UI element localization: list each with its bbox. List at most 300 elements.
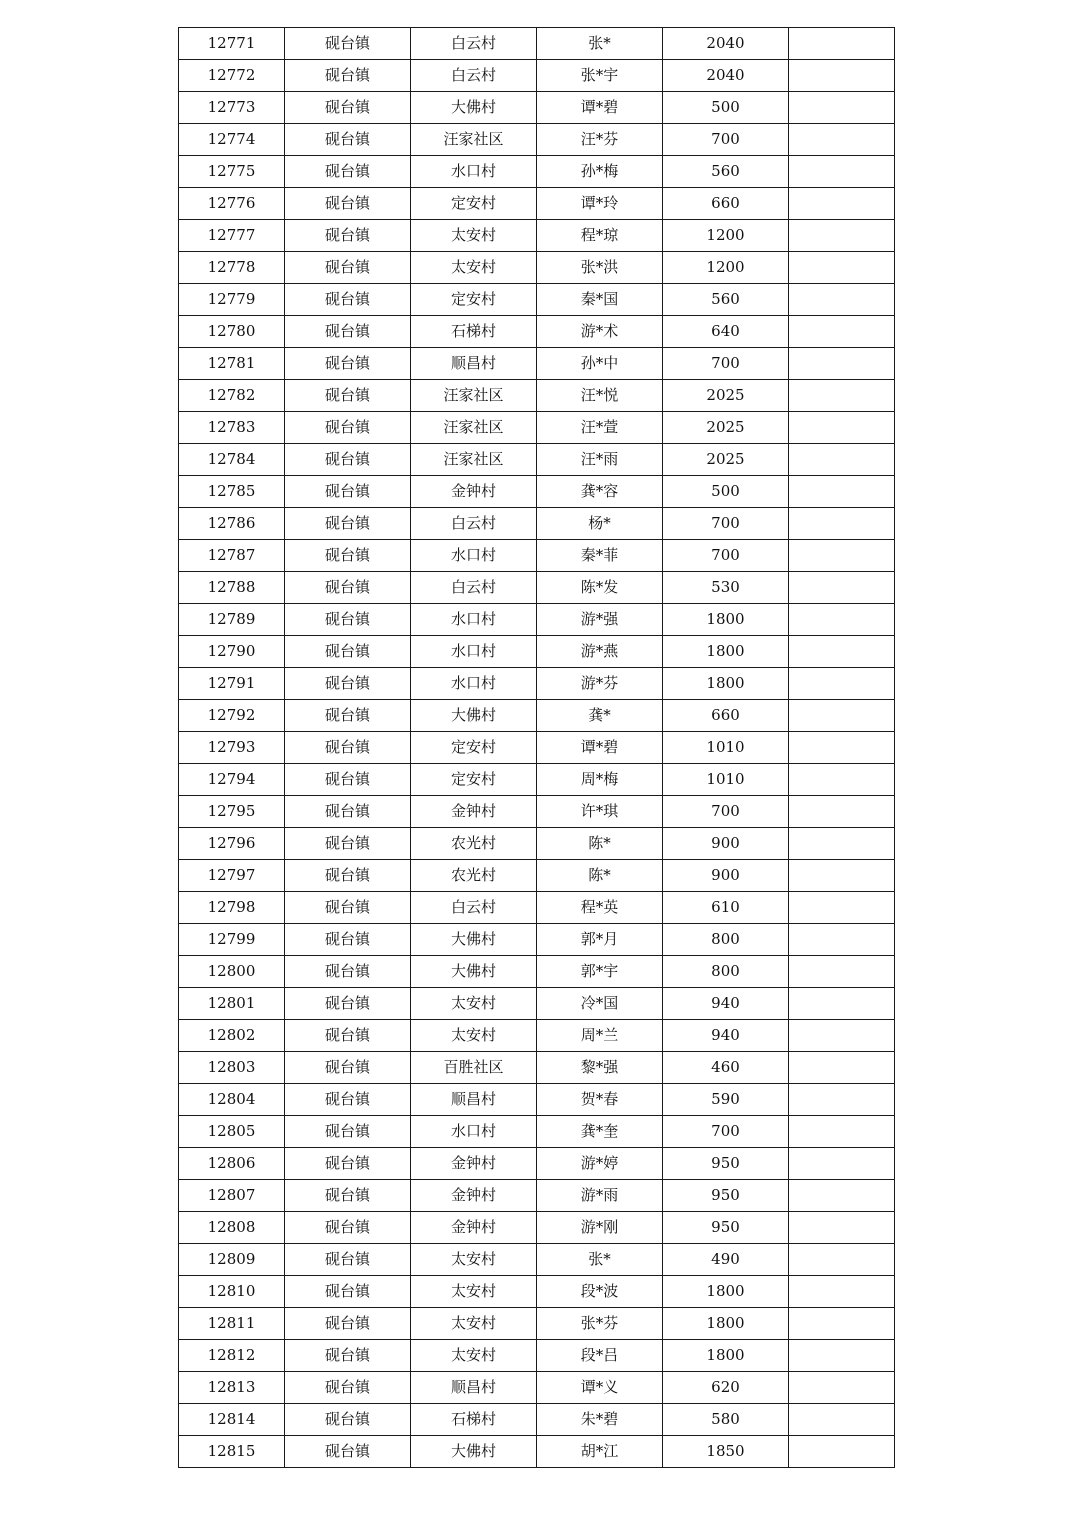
village-cell: 金钟村 — [411, 1180, 537, 1212]
serial-number-cell: 12776 — [179, 188, 285, 220]
remark-cell — [789, 636, 895, 668]
town-cell: 砚台镇 — [285, 60, 411, 92]
town-cell: 砚台镇 — [285, 604, 411, 636]
town-cell: 砚台镇 — [285, 636, 411, 668]
village-cell: 金钟村 — [411, 1148, 537, 1180]
serial-number-cell: 12791 — [179, 668, 285, 700]
village-cell: 汪家社区 — [411, 380, 537, 412]
town-cell: 砚台镇 — [285, 1244, 411, 1276]
table-row — [179, 380, 895, 412]
remark-cell — [789, 1180, 895, 1212]
village-cell: 石梯村 — [411, 1404, 537, 1436]
village-cell: 白云村 — [411, 60, 537, 92]
remark-cell — [789, 1276, 895, 1308]
name-cell: 游*雨 — [537, 1180, 663, 1212]
village-cell: 水口村 — [411, 636, 537, 668]
town-cell: 砚台镇 — [285, 924, 411, 956]
name-cell: 张* — [537, 1244, 663, 1276]
town-cell: 砚台镇 — [285, 668, 411, 700]
town-cell: 砚台镇 — [285, 1308, 411, 1340]
serial-number-cell: 12809 — [179, 1244, 285, 1276]
amount-cell: 950 — [663, 1148, 789, 1180]
remark-cell — [789, 700, 895, 732]
serial-number-cell: 12806 — [179, 1148, 285, 1180]
name-cell: 游*芬 — [537, 668, 663, 700]
town-cell: 砚台镇 — [285, 956, 411, 988]
serial-number-cell: 12782 — [179, 380, 285, 412]
town-cell: 砚台镇 — [285, 1180, 411, 1212]
name-cell: 秦*国 — [537, 284, 663, 316]
remark-cell — [789, 540, 895, 572]
serial-number-cell: 12813 — [179, 1372, 285, 1404]
remark-cell — [789, 1436, 895, 1468]
village-cell: 金钟村 — [411, 476, 537, 508]
serial-number-cell: 12796 — [179, 828, 285, 860]
name-cell: 许*琪 — [537, 796, 663, 828]
serial-number-cell: 12795 — [179, 796, 285, 828]
village-cell: 汪家社区 — [411, 124, 537, 156]
amount-cell: 560 — [663, 284, 789, 316]
name-cell: 张*芬 — [537, 1308, 663, 1340]
serial-number-cell: 12805 — [179, 1116, 285, 1148]
table-row — [179, 1340, 895, 1372]
table-row — [179, 860, 895, 892]
table-row — [179, 1436, 895, 1468]
name-cell: 郭*宇 — [537, 956, 663, 988]
village-cell: 大佛村 — [411, 956, 537, 988]
name-cell: 孙*梅 — [537, 156, 663, 188]
remark-cell — [789, 796, 895, 828]
name-cell: 谭*玲 — [537, 188, 663, 220]
amount-cell: 660 — [663, 700, 789, 732]
village-cell: 白云村 — [411, 28, 537, 60]
village-cell: 水口村 — [411, 668, 537, 700]
remark-cell — [789, 956, 895, 988]
amount-cell: 1850 — [663, 1436, 789, 1468]
name-cell: 冷*国 — [537, 988, 663, 1020]
town-cell: 砚台镇 — [285, 220, 411, 252]
serial-number-cell: 12797 — [179, 860, 285, 892]
town-cell: 砚台镇 — [285, 1116, 411, 1148]
amount-cell: 560 — [663, 156, 789, 188]
serial-number-cell: 12803 — [179, 1052, 285, 1084]
serial-number-cell: 12788 — [179, 572, 285, 604]
table-row — [179, 284, 895, 316]
table-row — [179, 92, 895, 124]
village-cell: 水口村 — [411, 1116, 537, 1148]
village-cell: 白云村 — [411, 572, 537, 604]
remark-cell — [789, 316, 895, 348]
town-cell: 砚台镇 — [285, 28, 411, 60]
serial-number-cell: 12802 — [179, 1020, 285, 1052]
remark-cell — [789, 604, 895, 636]
village-cell: 白云村 — [411, 508, 537, 540]
table-row — [179, 1244, 895, 1276]
amount-cell: 700 — [663, 1116, 789, 1148]
table-row — [179, 540, 895, 572]
name-cell: 朱*碧 — [537, 1404, 663, 1436]
table-row — [179, 732, 895, 764]
name-cell: 秦*菲 — [537, 540, 663, 572]
name-cell: 汪*芬 — [537, 124, 663, 156]
amount-cell: 940 — [663, 988, 789, 1020]
table-row — [179, 572, 895, 604]
table-row — [179, 508, 895, 540]
serial-number-cell: 12804 — [179, 1084, 285, 1116]
table-row — [179, 1116, 895, 1148]
town-cell: 砚台镇 — [285, 1276, 411, 1308]
serial-number-cell: 12792 — [179, 700, 285, 732]
amount-cell: 900 — [663, 828, 789, 860]
amount-cell: 460 — [663, 1052, 789, 1084]
amount-cell: 2040 — [663, 28, 789, 60]
table-row — [179, 1404, 895, 1436]
remark-cell — [789, 92, 895, 124]
amount-cell: 660 — [663, 188, 789, 220]
table-row — [179, 604, 895, 636]
serial-number-cell: 12794 — [179, 764, 285, 796]
remark-cell — [789, 1212, 895, 1244]
town-cell: 砚台镇 — [285, 572, 411, 604]
town-cell: 砚台镇 — [285, 444, 411, 476]
town-cell: 砚台镇 — [285, 828, 411, 860]
remark-cell — [789, 924, 895, 956]
table-row — [179, 316, 895, 348]
village-cell: 水口村 — [411, 604, 537, 636]
table-row — [179, 220, 895, 252]
table-row — [179, 668, 895, 700]
serial-number-cell: 12811 — [179, 1308, 285, 1340]
table-row — [179, 476, 895, 508]
serial-number-cell: 12799 — [179, 924, 285, 956]
serial-number-cell: 12780 — [179, 316, 285, 348]
town-cell: 砚台镇 — [285, 988, 411, 1020]
remark-cell — [789, 28, 895, 60]
village-cell: 太安村 — [411, 1308, 537, 1340]
name-cell: 陈*发 — [537, 572, 663, 604]
ledger-table — [178, 27, 895, 1468]
serial-number-cell: 12790 — [179, 636, 285, 668]
name-cell: 龚* — [537, 700, 663, 732]
serial-number-cell: 12785 — [179, 476, 285, 508]
serial-number-cell: 12814 — [179, 1404, 285, 1436]
amount-cell: 2025 — [663, 380, 789, 412]
remark-cell — [789, 156, 895, 188]
table-row — [179, 60, 895, 92]
remark-cell — [789, 1404, 895, 1436]
name-cell: 周*兰 — [537, 1020, 663, 1052]
amount-cell: 1800 — [663, 1340, 789, 1372]
amount-cell: 940 — [663, 1020, 789, 1052]
amount-cell: 2040 — [663, 60, 789, 92]
village-cell: 定安村 — [411, 764, 537, 796]
village-cell: 定安村 — [411, 284, 537, 316]
ledger-body — [179, 28, 895, 1468]
amount-cell: 500 — [663, 92, 789, 124]
name-cell: 游*婷 — [537, 1148, 663, 1180]
town-cell: 砚台镇 — [285, 1052, 411, 1084]
town-cell: 砚台镇 — [285, 508, 411, 540]
village-cell: 大佛村 — [411, 92, 537, 124]
town-cell: 砚台镇 — [285, 764, 411, 796]
amount-cell: 2025 — [663, 412, 789, 444]
table-row — [179, 1276, 895, 1308]
village-cell: 太安村 — [411, 988, 537, 1020]
amount-cell: 1800 — [663, 636, 789, 668]
remark-cell — [789, 476, 895, 508]
remark-cell — [789, 1372, 895, 1404]
name-cell: 孙*中 — [537, 348, 663, 380]
amount-cell: 900 — [663, 860, 789, 892]
serial-number-cell: 12774 — [179, 124, 285, 156]
name-cell: 游*强 — [537, 604, 663, 636]
remark-cell — [789, 1084, 895, 1116]
amount-cell: 800 — [663, 956, 789, 988]
village-cell: 白云村 — [411, 892, 537, 924]
town-cell: 砚台镇 — [285, 892, 411, 924]
serial-number-cell: 12775 — [179, 156, 285, 188]
amount-cell: 1010 — [663, 732, 789, 764]
remark-cell — [789, 1340, 895, 1372]
village-cell: 大佛村 — [411, 1436, 537, 1468]
amount-cell: 640 — [663, 316, 789, 348]
table-row — [179, 444, 895, 476]
town-cell: 砚台镇 — [285, 796, 411, 828]
amount-cell: 950 — [663, 1212, 789, 1244]
serial-number-cell: 12810 — [179, 1276, 285, 1308]
town-cell: 砚台镇 — [285, 1340, 411, 1372]
village-cell: 金钟村 — [411, 1212, 537, 1244]
table-row — [179, 156, 895, 188]
serial-number-cell: 12783 — [179, 412, 285, 444]
serial-number-cell: 12793 — [179, 732, 285, 764]
name-cell: 段*吕 — [537, 1340, 663, 1372]
town-cell: 砚台镇 — [285, 380, 411, 412]
remark-cell — [789, 412, 895, 444]
remark-cell — [789, 1148, 895, 1180]
town-cell: 砚台镇 — [285, 156, 411, 188]
village-cell: 汪家社区 — [411, 444, 537, 476]
table-row — [179, 412, 895, 444]
name-cell: 周*梅 — [537, 764, 663, 796]
table-row — [179, 1148, 895, 1180]
remark-cell — [789, 828, 895, 860]
amount-cell: 700 — [663, 540, 789, 572]
remark-cell — [789, 1052, 895, 1084]
town-cell: 砚台镇 — [285, 732, 411, 764]
amount-cell: 1800 — [663, 1276, 789, 1308]
village-cell: 金钟村 — [411, 796, 537, 828]
table-row — [179, 828, 895, 860]
serial-number-cell: 12801 — [179, 988, 285, 1020]
amount-cell: 700 — [663, 348, 789, 380]
table-row — [179, 1084, 895, 1116]
serial-number-cell: 12777 — [179, 220, 285, 252]
village-cell: 定安村 — [411, 188, 537, 220]
amount-cell: 1200 — [663, 252, 789, 284]
table-row — [179, 348, 895, 380]
table-row — [179, 988, 895, 1020]
name-cell: 张*洪 — [537, 252, 663, 284]
remark-cell — [789, 252, 895, 284]
serial-number-cell: 12773 — [179, 92, 285, 124]
serial-number-cell: 12786 — [179, 508, 285, 540]
village-cell: 水口村 — [411, 156, 537, 188]
serial-number-cell: 12787 — [179, 540, 285, 572]
amount-cell: 700 — [663, 796, 789, 828]
name-cell: 杨* — [537, 508, 663, 540]
table-row — [179, 1372, 895, 1404]
name-cell: 游*刚 — [537, 1212, 663, 1244]
amount-cell: 1200 — [663, 220, 789, 252]
town-cell: 砚台镇 — [285, 284, 411, 316]
table-row — [179, 188, 895, 220]
name-cell: 程*英 — [537, 892, 663, 924]
table-row — [179, 700, 895, 732]
remark-cell — [789, 668, 895, 700]
remark-cell — [789, 988, 895, 1020]
table-row — [179, 1212, 895, 1244]
amount-cell: 950 — [663, 1180, 789, 1212]
town-cell: 砚台镇 — [285, 540, 411, 572]
village-cell: 农光村 — [411, 860, 537, 892]
serial-number-cell: 12779 — [179, 284, 285, 316]
serial-number-cell: 12771 — [179, 28, 285, 60]
remark-cell — [789, 60, 895, 92]
village-cell: 水口村 — [411, 540, 537, 572]
village-cell: 顺昌村 — [411, 348, 537, 380]
serial-number-cell: 12800 — [179, 956, 285, 988]
amount-cell: 1800 — [663, 668, 789, 700]
village-cell: 太安村 — [411, 220, 537, 252]
town-cell: 砚台镇 — [285, 1372, 411, 1404]
table-row — [179, 1052, 895, 1084]
name-cell: 黎*强 — [537, 1052, 663, 1084]
table-row — [179, 956, 895, 988]
village-cell: 太安村 — [411, 1244, 537, 1276]
remark-cell — [789, 572, 895, 604]
serial-number-cell: 12807 — [179, 1180, 285, 1212]
serial-number-cell: 12789 — [179, 604, 285, 636]
amount-cell: 530 — [663, 572, 789, 604]
amount-cell: 700 — [663, 124, 789, 156]
amount-cell: 1800 — [663, 1308, 789, 1340]
remark-cell — [789, 1308, 895, 1340]
table-row — [179, 252, 895, 284]
name-cell: 郭*月 — [537, 924, 663, 956]
amount-cell: 590 — [663, 1084, 789, 1116]
name-cell: 陈* — [537, 860, 663, 892]
remark-cell — [789, 764, 895, 796]
remark-cell — [789, 892, 895, 924]
remark-cell — [789, 508, 895, 540]
village-cell: 太安村 — [411, 1340, 537, 1372]
name-cell: 游*术 — [537, 316, 663, 348]
amount-cell: 700 — [663, 508, 789, 540]
table-row — [179, 28, 895, 60]
name-cell: 龚*容 — [537, 476, 663, 508]
town-cell: 砚台镇 — [285, 92, 411, 124]
name-cell: 胡*江 — [537, 1436, 663, 1468]
town-cell: 砚台镇 — [285, 1084, 411, 1116]
town-cell: 砚台镇 — [285, 348, 411, 380]
remark-cell — [789, 220, 895, 252]
table-row — [179, 1020, 895, 1052]
serial-number-cell: 12798 — [179, 892, 285, 924]
name-cell: 程*琼 — [537, 220, 663, 252]
remark-cell — [789, 188, 895, 220]
town-cell: 砚台镇 — [285, 860, 411, 892]
remark-cell — [789, 348, 895, 380]
town-cell: 砚台镇 — [285, 252, 411, 284]
amount-cell: 620 — [663, 1372, 789, 1404]
table-row — [179, 924, 895, 956]
village-cell: 大佛村 — [411, 700, 537, 732]
town-cell: 砚台镇 — [285, 1020, 411, 1052]
table-row — [179, 124, 895, 156]
amount-cell: 490 — [663, 1244, 789, 1276]
remark-cell — [789, 1020, 895, 1052]
village-cell: 农光村 — [411, 828, 537, 860]
town-cell: 砚台镇 — [285, 1436, 411, 1468]
remark-cell — [789, 380, 895, 412]
serial-number-cell: 12812 — [179, 1340, 285, 1372]
name-cell: 龚*奎 — [537, 1116, 663, 1148]
amount-cell: 610 — [663, 892, 789, 924]
town-cell: 砚台镇 — [285, 412, 411, 444]
serial-number-cell: 12778 — [179, 252, 285, 284]
name-cell: 陈* — [537, 828, 663, 860]
village-cell: 太安村 — [411, 1276, 537, 1308]
name-cell: 段*波 — [537, 1276, 663, 1308]
town-cell: 砚台镇 — [285, 316, 411, 348]
village-cell: 顺昌村 — [411, 1372, 537, 1404]
name-cell: 谭*义 — [537, 1372, 663, 1404]
village-cell: 太安村 — [411, 1020, 537, 1052]
town-cell: 砚台镇 — [285, 1148, 411, 1180]
remark-cell — [789, 732, 895, 764]
name-cell: 谭*碧 — [537, 732, 663, 764]
village-cell: 顺昌村 — [411, 1084, 537, 1116]
village-cell: 大佛村 — [411, 924, 537, 956]
name-cell: 汪*雨 — [537, 444, 663, 476]
town-cell: 砚台镇 — [285, 476, 411, 508]
table-row — [179, 764, 895, 796]
amount-cell: 2025 — [663, 444, 789, 476]
serial-number-cell: 12784 — [179, 444, 285, 476]
name-cell: 贺*春 — [537, 1084, 663, 1116]
serial-number-cell: 12808 — [179, 1212, 285, 1244]
name-cell: 汪*悦 — [537, 380, 663, 412]
serial-number-cell: 12815 — [179, 1436, 285, 1468]
remark-cell — [789, 1116, 895, 1148]
amount-cell: 580 — [663, 1404, 789, 1436]
table-row — [179, 796, 895, 828]
remark-cell — [789, 284, 895, 316]
table-row — [179, 636, 895, 668]
village-cell: 定安村 — [411, 732, 537, 764]
amount-cell: 1800 — [663, 604, 789, 636]
serial-number-cell: 12781 — [179, 348, 285, 380]
amount-cell: 500 — [663, 476, 789, 508]
amount-cell: 800 — [663, 924, 789, 956]
town-cell: 砚台镇 — [285, 188, 411, 220]
table-row — [179, 1308, 895, 1340]
remark-cell — [789, 860, 895, 892]
amount-cell: 1010 — [663, 764, 789, 796]
name-cell: 张* — [537, 28, 663, 60]
village-cell: 百胜社区 — [411, 1052, 537, 1084]
